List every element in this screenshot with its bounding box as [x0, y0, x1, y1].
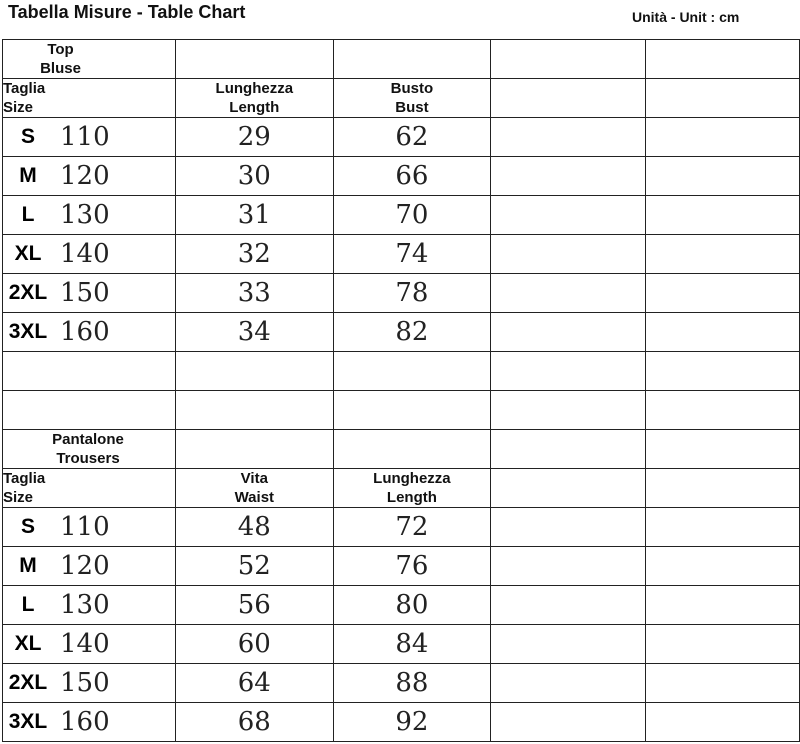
size-value: 120 [60, 551, 110, 581]
waist-value: 60 [237, 629, 271, 659]
empty-cell [645, 625, 799, 664]
bust-value: 74 [395, 239, 429, 269]
empty-cell [176, 430, 334, 469]
empty-cell [491, 469, 645, 508]
empty-cell [333, 430, 491, 469]
header-line-2: Waist [234, 489, 275, 506]
header-line-2: Size [3, 489, 34, 506]
header-line-1: Taglia [3, 80, 46, 97]
size-value: 120 [60, 161, 110, 191]
top-header-row [3, 79, 800, 118]
length-value: 80 [395, 590, 429, 620]
waist-value: 68 [237, 707, 271, 737]
header-line-2: Bust [395, 99, 429, 116]
waist-value: 48 [237, 512, 271, 542]
length-value: 88 [395, 668, 429, 698]
table-row [3, 703, 800, 742]
size-label: M [19, 554, 37, 577]
size-cell [3, 157, 176, 196]
length-cell [333, 547, 491, 586]
empty-cell [645, 469, 799, 508]
empty-cell [491, 625, 645, 664]
table-row [3, 586, 800, 625]
empty-cell [333, 40, 491, 79]
header-line-1: Taglia [3, 470, 46, 487]
size-cell [3, 586, 176, 625]
length-value: 84 [395, 629, 429, 659]
size-label: 3XL [8, 710, 48, 733]
length-value: 72 [395, 512, 429, 542]
table-row [3, 625, 800, 664]
header-line-2: Length [386, 489, 437, 506]
table-row [3, 313, 800, 352]
bust-cell [333, 274, 491, 313]
size-chart-table [2, 39, 800, 742]
waist-value: 52 [237, 551, 271, 581]
size-cell [3, 664, 176, 703]
table-row [3, 118, 800, 157]
empty-cell [491, 235, 645, 274]
size-cell [3, 703, 176, 742]
empty-cell [176, 391, 334, 430]
length-cell [333, 508, 491, 547]
header-cell [3, 79, 176, 118]
size-value: 110 [60, 122, 110, 152]
size-value: 160 [60, 317, 110, 347]
empty-cell [491, 430, 645, 469]
size-value: 130 [60, 590, 110, 620]
empty-cell [491, 313, 645, 352]
size-value: 140 [60, 239, 110, 269]
bust-value: 82 [395, 317, 429, 347]
size-label: S [20, 515, 35, 538]
length-cell [333, 625, 491, 664]
empty-cell [645, 586, 799, 625]
length-value: 32 [237, 239, 271, 269]
header-line-1: Vita [240, 470, 268, 487]
table-row [3, 664, 800, 703]
length-value: 30 [237, 161, 271, 191]
empty-cell [491, 664, 645, 703]
empty-cell [645, 430, 799, 469]
bottom-header-size [3, 469, 175, 507]
top-section-cell [3, 40, 176, 79]
length-value: 76 [395, 551, 429, 581]
bottom-section-line-1: Pantalone [52, 431, 124, 448]
length-cell [176, 196, 334, 235]
size-label: M [19, 164, 37, 187]
bust-cell [333, 313, 491, 352]
empty-cell [645, 118, 799, 157]
top-section-line-1: Top [47, 41, 74, 58]
bottom-section-row [3, 430, 800, 469]
size-value: 160 [60, 707, 110, 737]
empty-cell [3, 352, 176, 391]
empty-cell [333, 352, 491, 391]
empty-cell [491, 157, 645, 196]
length-value: 31 [237, 200, 271, 230]
bottom-header-length [334, 469, 491, 507]
empty-cell [3, 391, 176, 430]
empty-cell [645, 547, 799, 586]
size-label: 3XL [8, 320, 48, 343]
bust-cell [333, 118, 491, 157]
header-cell [333, 79, 491, 118]
header-line-1: Lunghezza [215, 80, 294, 97]
top-section-row [3, 40, 800, 79]
length-cell [333, 703, 491, 742]
waist-cell [176, 547, 334, 586]
length-cell [176, 235, 334, 274]
size-cell [3, 313, 176, 352]
length-cell [176, 313, 334, 352]
waist-cell [176, 664, 334, 703]
page-title: Tabella Misure - Table Chart [8, 2, 246, 22]
length-cell [333, 586, 491, 625]
size-cell [3, 508, 176, 547]
size-label: L [21, 203, 35, 226]
size-value: 140 [60, 629, 110, 659]
length-value: 29 [237, 122, 271, 152]
empty-cell [645, 508, 799, 547]
header-line-1: Lunghezza [373, 470, 451, 487]
bust-cell [333, 196, 491, 235]
size-value: 110 [60, 512, 110, 542]
empty-cell [645, 235, 799, 274]
size-label: XL [14, 242, 42, 265]
size-value: 130 [60, 200, 110, 230]
bottom-section-cell [3, 430, 176, 469]
header-line-2: Size [3, 99, 34, 116]
empty-cell [491, 547, 645, 586]
bottom-header-waist [176, 469, 333, 507]
empty-cell [491, 274, 645, 313]
length-cell [176, 274, 334, 313]
bust-value: 70 [395, 200, 429, 230]
empty-cell [645, 274, 799, 313]
empty-cell [645, 352, 799, 391]
empty-cell [645, 40, 799, 79]
header-line-2: Length [229, 99, 280, 116]
size-label: XL [14, 632, 42, 655]
waist-value: 56 [237, 590, 271, 620]
top-header-bust [334, 79, 491, 117]
bottom-header-row [3, 469, 800, 508]
bottom-section-title [3, 430, 173, 468]
size-cell [3, 625, 176, 664]
empty-cell [491, 196, 645, 235]
empty-cell [333, 391, 491, 430]
empty-cell [645, 79, 799, 118]
empty-cell [491, 79, 645, 118]
header-cell [333, 469, 491, 508]
empty-row [3, 391, 800, 430]
bust-value: 62 [395, 122, 429, 152]
empty-cell [491, 352, 645, 391]
size-label: S [20, 125, 35, 148]
size-cell [3, 235, 176, 274]
empty-cell [491, 391, 645, 430]
empty-cell [645, 196, 799, 235]
empty-cell [491, 586, 645, 625]
empty-cell [176, 352, 334, 391]
top-section-line-2: Bluse [40, 60, 81, 77]
length-cell [176, 118, 334, 157]
empty-cell [491, 508, 645, 547]
empty-row [3, 352, 800, 391]
length-cell [333, 664, 491, 703]
top-header-size [3, 79, 175, 117]
size-label: 2XL [8, 671, 48, 694]
size-value: 150 [60, 278, 110, 308]
size-cell [3, 196, 176, 235]
waist-cell [176, 703, 334, 742]
bust-cell [333, 235, 491, 274]
length-value: 34 [237, 317, 271, 347]
bust-value: 66 [395, 161, 429, 191]
waist-cell [176, 586, 334, 625]
size-label: L [21, 593, 35, 616]
empty-cell [491, 40, 645, 79]
length-value: 92 [395, 707, 429, 737]
bottom-section-line-2: Trousers [56, 450, 120, 467]
top-header-length [176, 79, 333, 117]
waist-cell [176, 625, 334, 664]
table-row [3, 274, 800, 313]
empty-cell [491, 118, 645, 157]
bust-cell [333, 157, 491, 196]
length-cell [176, 157, 334, 196]
top-section-title [3, 40, 118, 78]
waist-value: 64 [237, 668, 271, 698]
unit-label: Unità - Unit : cm [632, 9, 740, 25]
table-row [3, 196, 800, 235]
size-cell [3, 274, 176, 313]
empty-cell [645, 703, 799, 742]
size-cell [3, 547, 176, 586]
table-row [3, 508, 800, 547]
size-value: 150 [60, 668, 110, 698]
header-cell [176, 469, 334, 508]
empty-cell [645, 391, 799, 430]
empty-cell [645, 313, 799, 352]
empty-cell [176, 40, 334, 79]
size-label: 2XL [8, 281, 48, 304]
table-row [3, 547, 800, 586]
waist-cell [176, 508, 334, 547]
bust-value: 78 [395, 278, 429, 308]
empty-cell [645, 157, 799, 196]
empty-cell [645, 664, 799, 703]
table-row [3, 235, 800, 274]
size-cell [3, 118, 176, 157]
table-row [3, 157, 800, 196]
header-cell [3, 469, 176, 508]
header-line-1: Busto [390, 80, 434, 97]
header-cell [176, 79, 334, 118]
empty-cell [491, 703, 645, 742]
length-value: 33 [237, 278, 271, 308]
